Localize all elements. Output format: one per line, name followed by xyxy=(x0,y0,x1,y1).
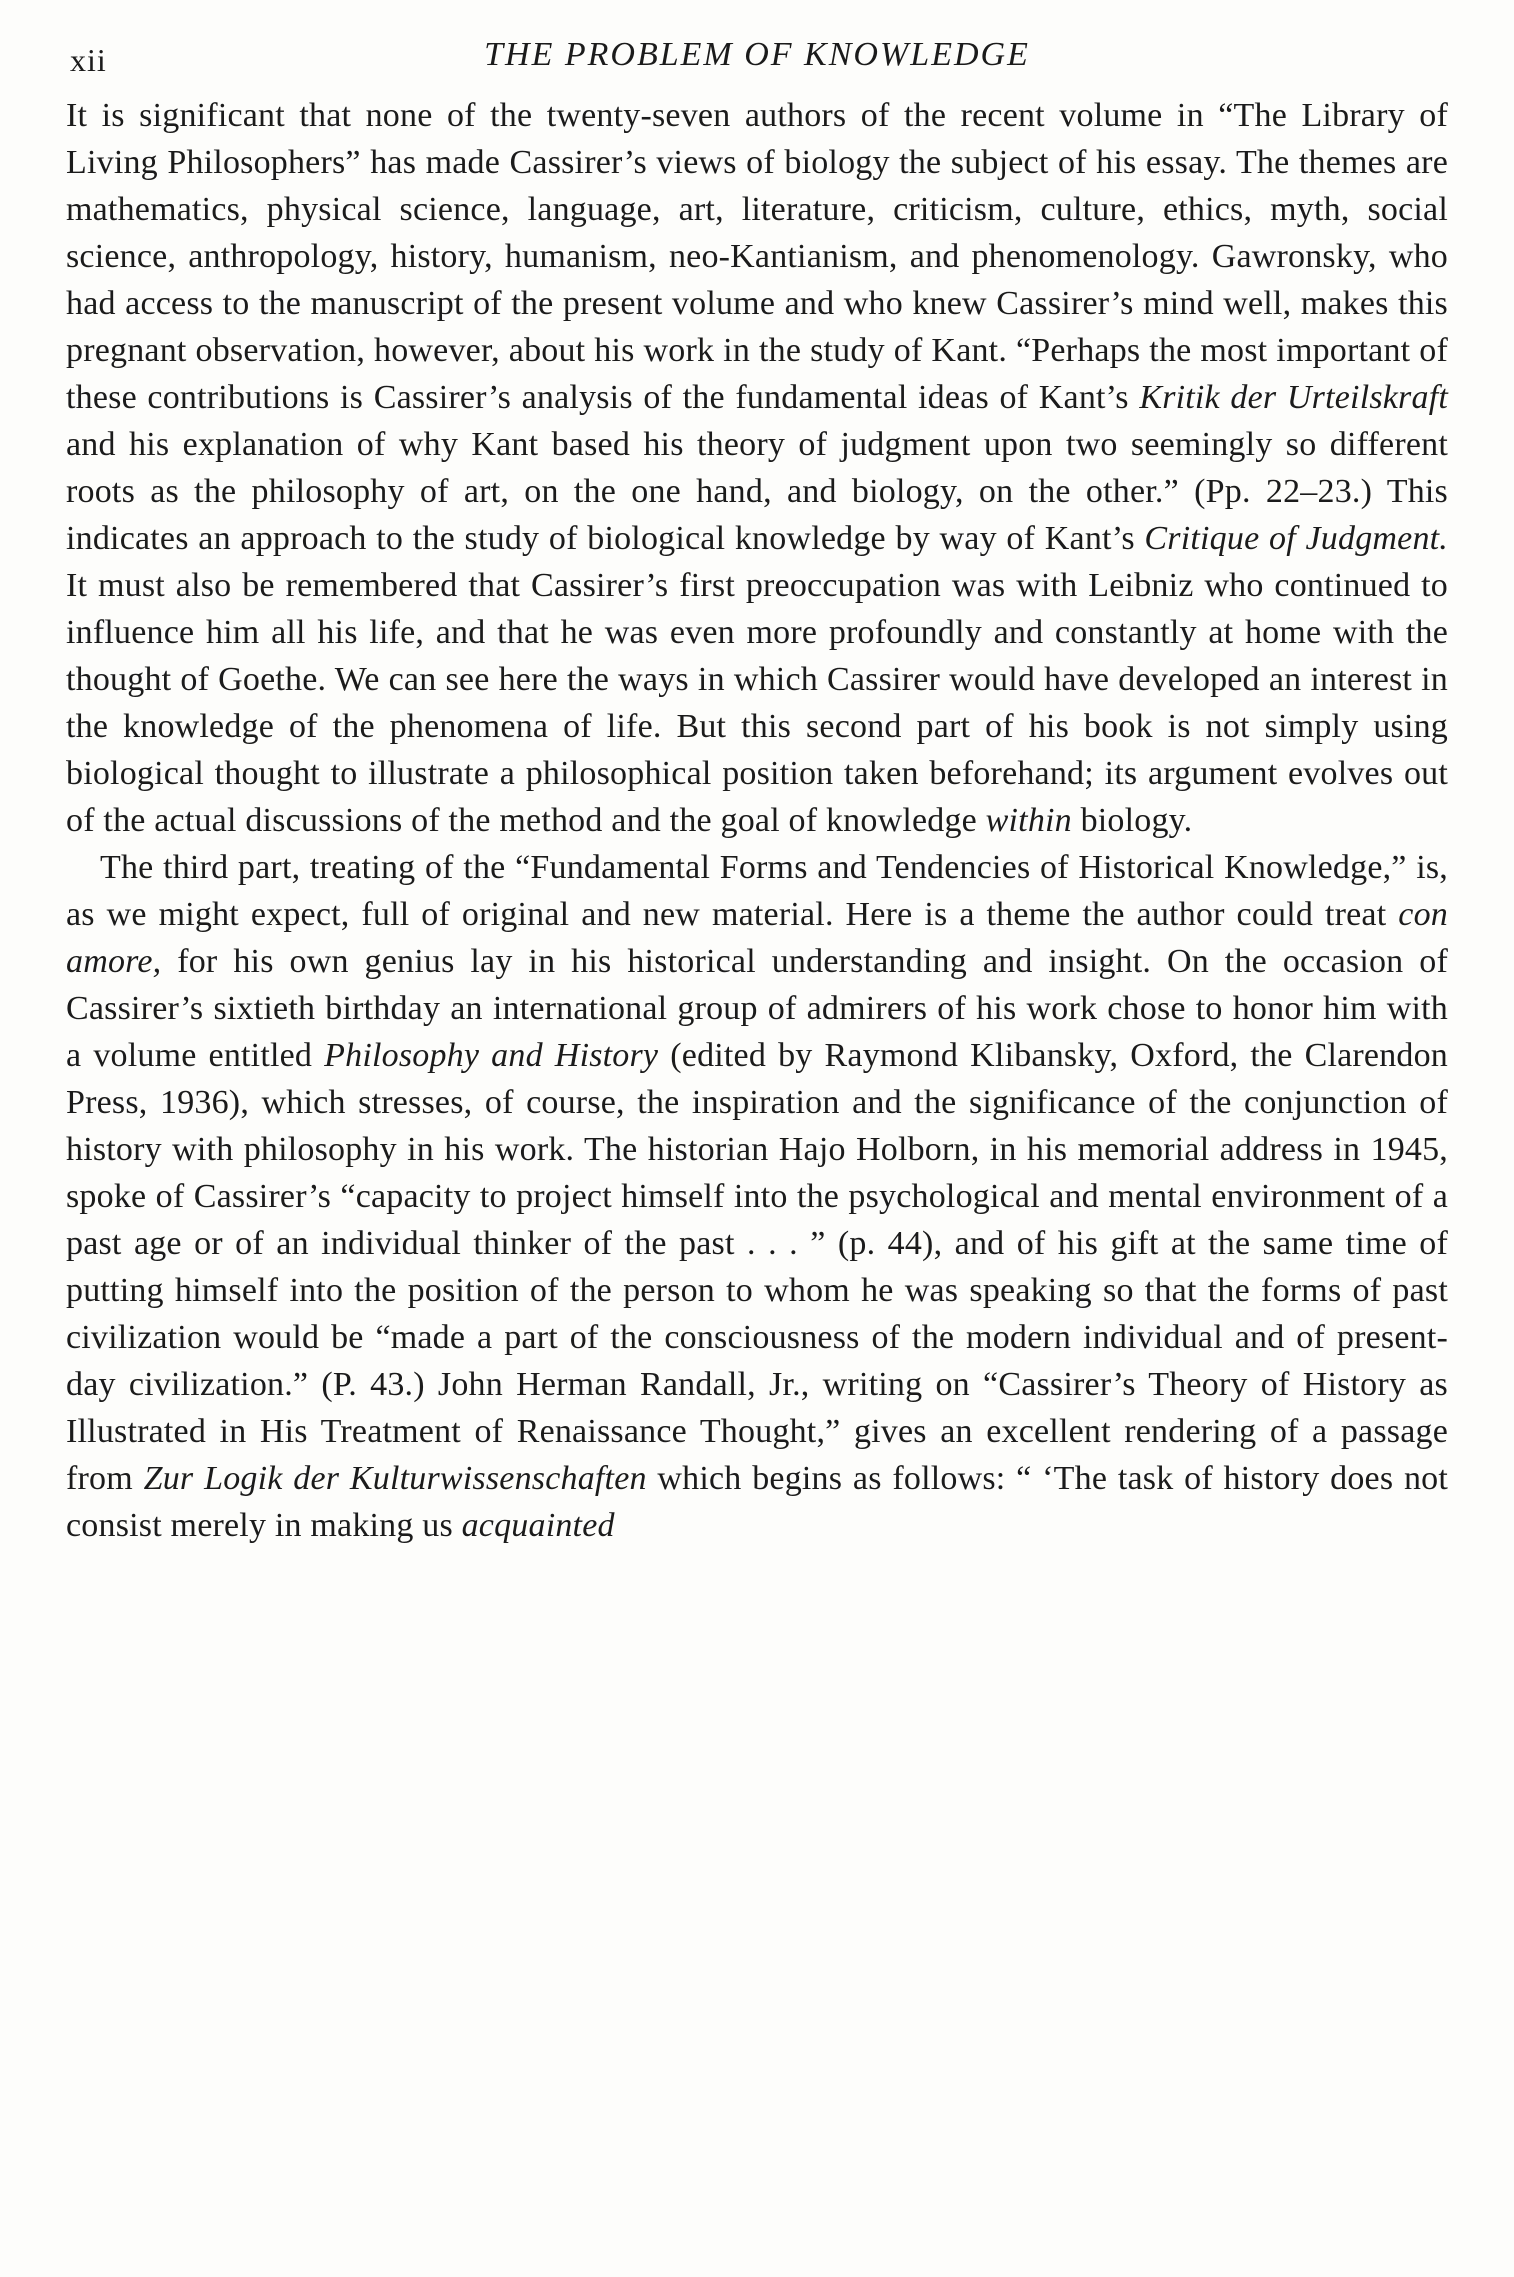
page-header xyxy=(66,34,1448,86)
body-text xyxy=(66,92,1448,1549)
paragraph-1: It is significant that none of the twenty-seven authors of the recent volume in “The Library of Living Philosophers” has made Cassirer’s views of biology the subject of his essay. The themes are mathematics, physical science, language, art, literature, criticism, culture, ethics, myth, social science, anthropology, history, humanism, neo-Kantianism, and phenomenology. Gawronsky, who had access to the manuscript of the present volume and who knew Cassirer’s mind well, makes this pregnant observation, however, about his work in the study of Kant. “Perhaps the most important of these contributions is Cassirer’s analysis of the fundamental ideas of Kant’s Kritik der Urteilskraft and his explanation of why Kant based his theory of judgment upon two seemingly so different roots as the philosophy of art, on the one hand, and biology, on the other.” (Pp. 22–23.) This indicates an approach to the study of biological knowledge by way of Kant’s Critique of Judgment. It must also be remembered that Cassirer’s first preoccupation was with Leibniz who continued to influence him all his life, and that he was even more profoundly and constantly at home with the thought of Goethe. We can see here the ways in which Cassirer would have developed an interest in the knowledge of the phenomena of life. But this second part of his book is not simply using biological thought to illustrate a philosophical position taken beforehand; its argument evolves out of the actual discussions of the method and the goal of knowledge within biology. xyxy=(66,97,1448,839)
page-number: xii xyxy=(70,42,107,78)
running-title: THE PROBLEM OF KNOWLEDGE xyxy=(484,36,1030,73)
paragraph-2: The third part, treating of the “Fundamental Forms and Tendencies of Historical Knowledge,” is, as we might expect, full of original and new material. Here is a theme the author could treat con amore, for his own genius lay in his historical understanding and insight. On the occasion of Cassirer’s sixtieth birthday an international group of admirers of his work chose to honor him with a volume entitled Philosophy and History (edited by Raymond Klibansky, Oxford, the Clarendon Press, 1936), which stresses, of course, the inspiration and the significance of the conjunction of history with philosophy in his work. The historian Hajo Holborn, in his memorial address in 1945, spoke of Cassirer’s “capacity to project himself into the psychological and mental environment of a past age or of an individual thinker of the past . . . ” (p. 44), and of his gift at the same time of putting himself into the position of the person to whom he was speaking so that the forms of past civilization would be “made a part of the consciousness of the modern individual and of present-day civilization.” (P. 43.) John Herman Randall, Jr., writing on “Cassirer’s Theory of History as Illustrated in His Treatment of Renaissance Thought,” gives an excellent rendering of a passage from Zur Logik der Kulturwissenschaften which begins as follows: “ ‘The task of history does not consist merely in making us acquainted xyxy=(66,849,1449,1544)
